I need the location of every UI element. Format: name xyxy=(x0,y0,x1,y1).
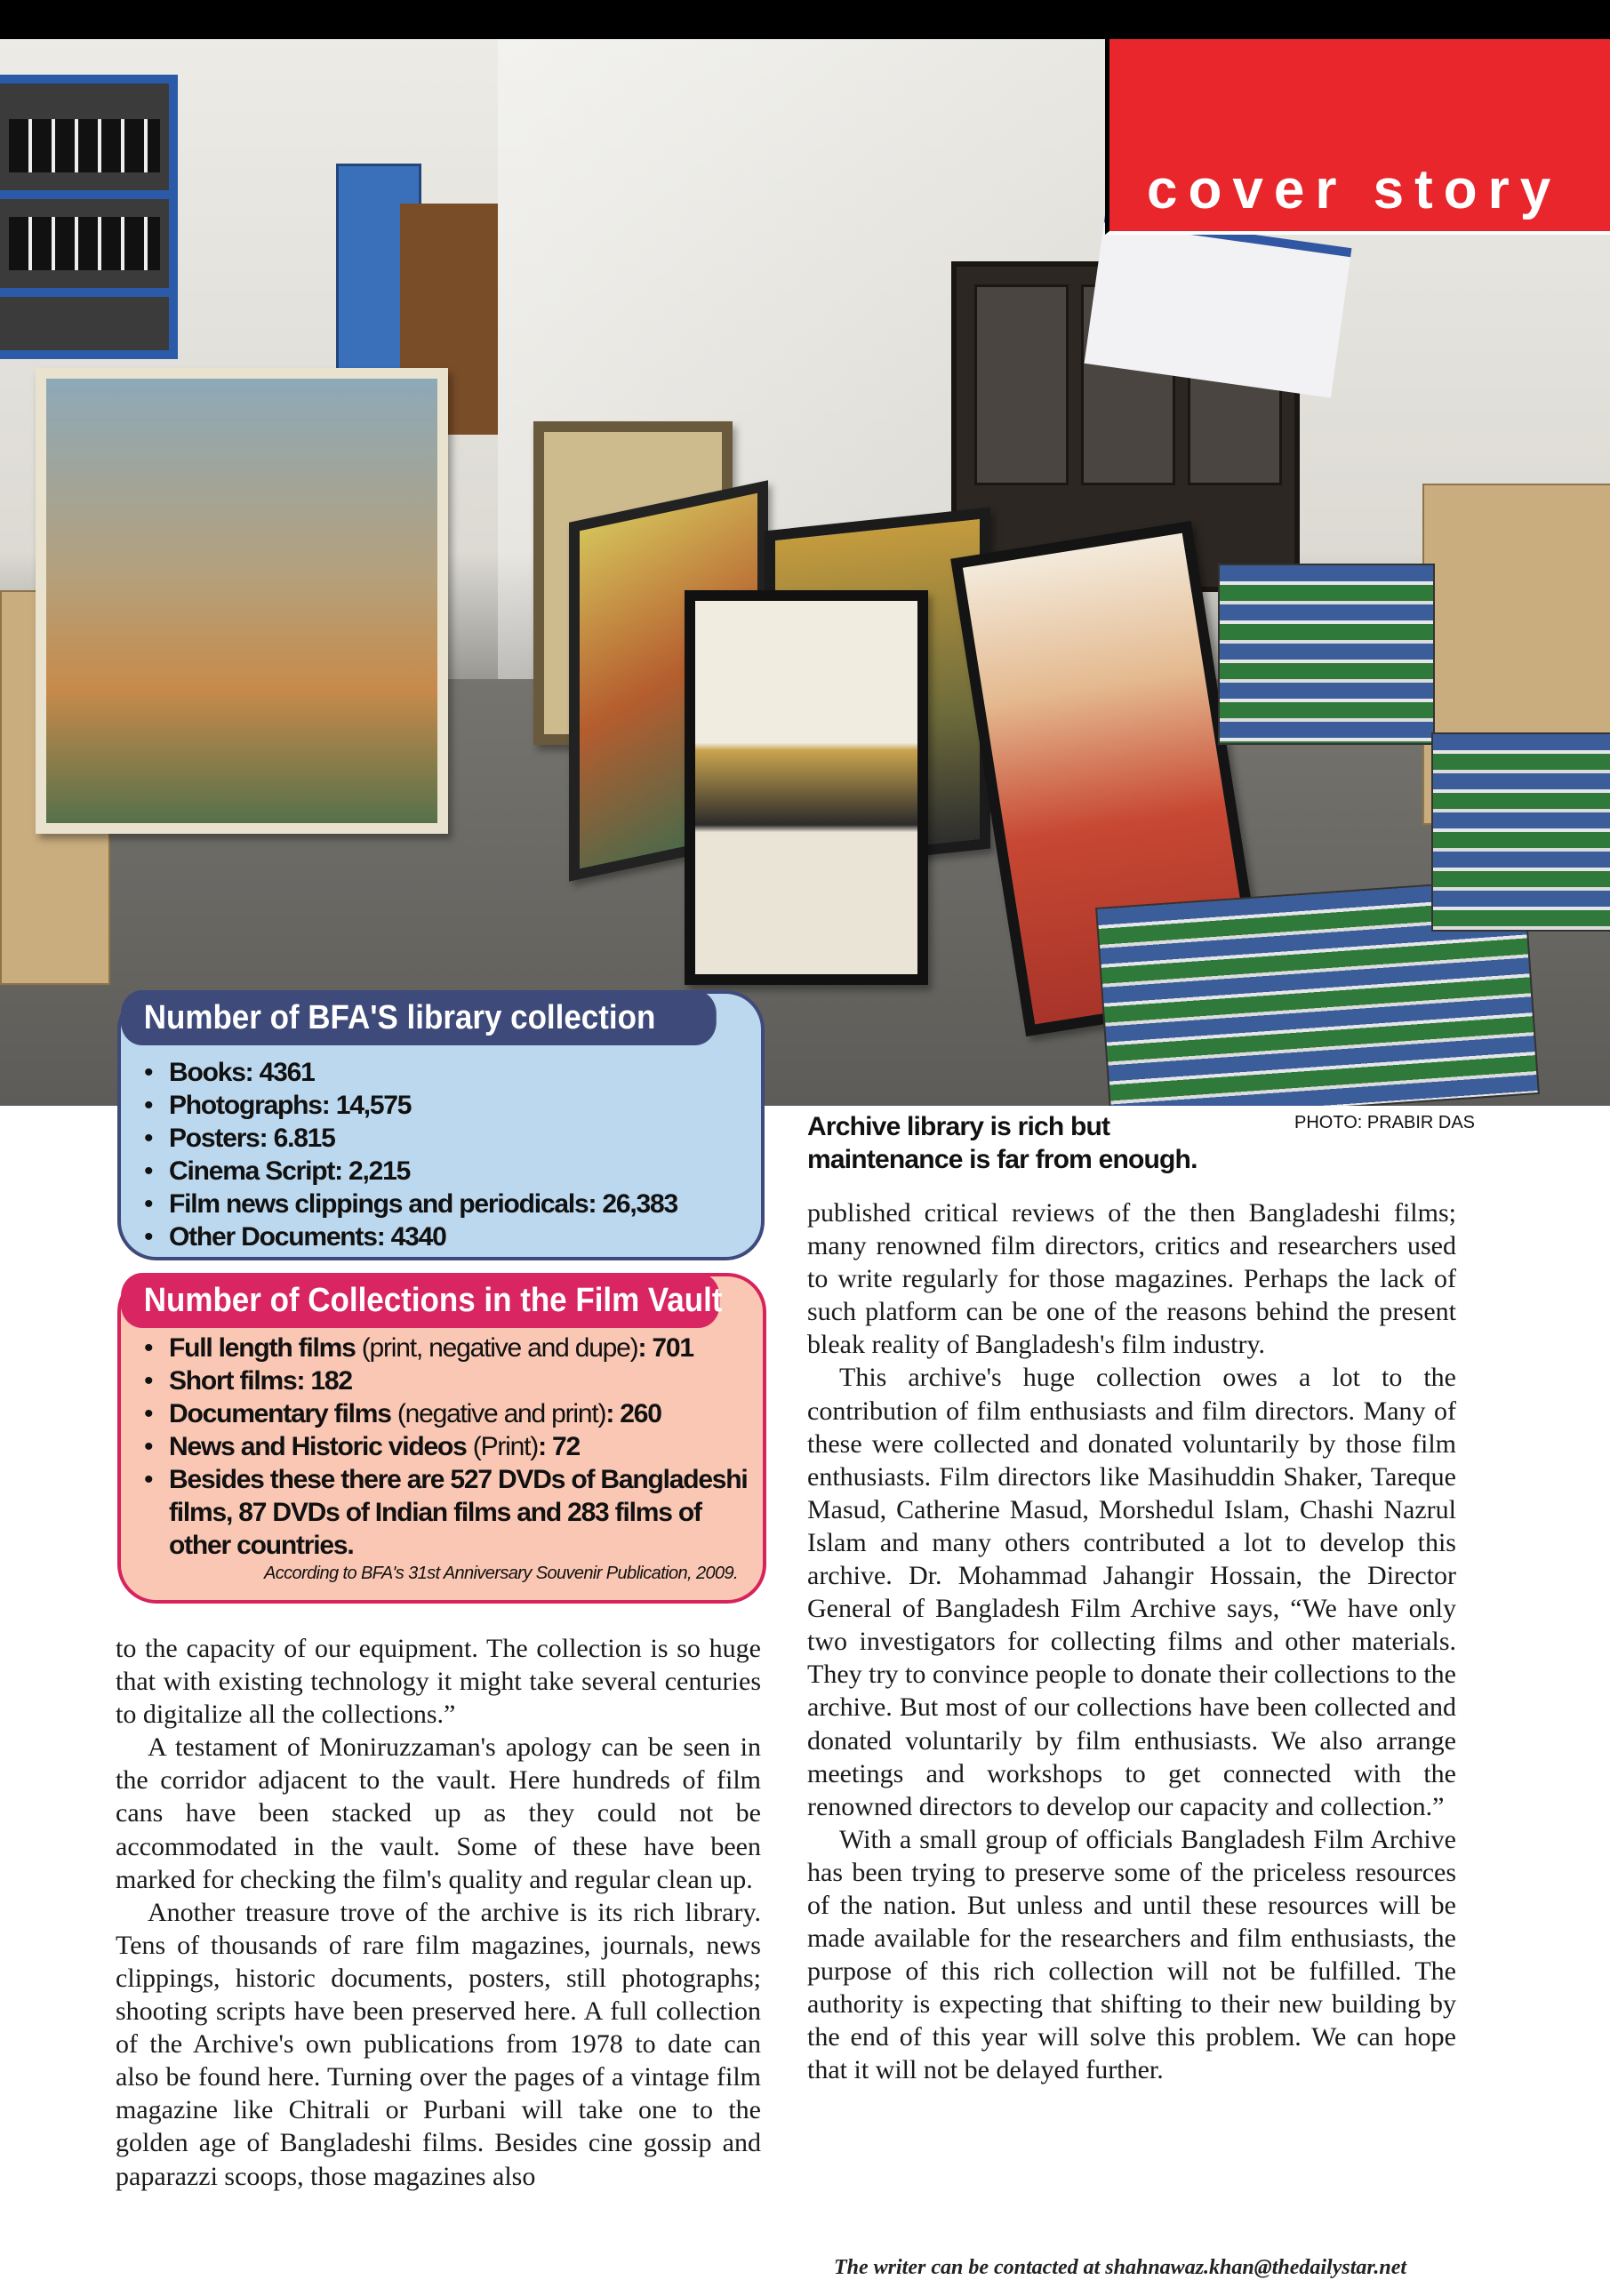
list-item: • Posters: 6.815 xyxy=(140,1122,745,1155)
body-column-left xyxy=(116,1632,761,2193)
list-item: • Besides these there are 527 DVDs of Bangladeshi films, 87 DVDs of Indian films and 283 films of other countries. xyxy=(140,1463,754,1562)
photo-poster-center xyxy=(685,590,928,985)
film-vault-box xyxy=(117,1273,766,1604)
photo-poster-left xyxy=(36,368,448,834)
photo-cabinet-glass xyxy=(974,284,1069,485)
body-paragraph: A testament of Moniruzzaman's apology can be seen in the corridor adjacent to the vault. Here hundreds of film cans have been stacked up as they could not be accommodated in the vault. Some of these have been marked for checking the film's quality and regular clean up. xyxy=(116,1732,761,1894)
photo-book-stack xyxy=(1431,732,1610,932)
list-item: • Cinema Script: 2,215 xyxy=(140,1155,745,1188)
top-black-bar xyxy=(0,0,1610,39)
vault-source-note: According to BFA's 31st Anniversary Souvenir Publication, 2009. xyxy=(264,1564,738,1583)
list-item: • Documentary films (negative and print): 260 xyxy=(140,1397,754,1430)
photo-book-stack xyxy=(1218,564,1435,745)
photo-shelf-row xyxy=(0,190,169,199)
vault-list xyxy=(140,1332,754,1562)
photo-binders xyxy=(9,217,160,270)
photo-caption: Archive library is rich but maintenance is far from enough. xyxy=(807,1112,1197,1174)
list-item: • News and Historic videos (Print): 72 xyxy=(140,1430,754,1463)
photo-shelf-row xyxy=(0,288,169,297)
library-collection-box xyxy=(117,990,765,1260)
section-label: cover story xyxy=(1147,159,1562,220)
body-paragraph: Another treasure trove of the archive is its rich library. Tens of thousands of rare film magazines, journals, news clippings, historic documents, posters, still photographs; shooting scripts have been preserved here. A full collection of the Archive's own publications from 1978 to date can also be found here. Turning over the pages of a vintage film magazine like Chitrali or Purbani will take one to the golden age of Bangladeshi films. Besides cine gossip and paparazzi scoops, those magazines also xyxy=(116,1897,761,2191)
body-paragraph: With a small group of officials Bangladesh Film Archive has been trying to preserve some of the priceless resources of the nation. But unless and until these resources will be made available for the researchers and film enthusiasts, the purpose of this rich collection will not be fulfilled. The authority is expecting that shifting to their new building by the end of this year will solve this problem. We can hope that it will not be delayed further. xyxy=(807,1824,1456,2085)
photo-binders xyxy=(9,119,160,172)
list-item: • Photographs: 14,575 xyxy=(140,1089,745,1122)
photo-credit: PHOTO: PRABIR DAS xyxy=(1294,1113,1476,1132)
list-item: • Full length films (print, negative and dupe): 701 xyxy=(140,1332,754,1364)
library-list xyxy=(140,1056,745,1253)
writer-contact: The writer can be contacted at shahnawaz.khan@thedailystar.net xyxy=(834,2256,1407,2279)
list-item: • Film news clippings and periodicals: 26,383 xyxy=(140,1188,745,1220)
library-box-title: Number of BFA'S library collection xyxy=(121,990,717,1045)
body-paragraph: This archive's huge collection owes a lot to the contribution of film enthusiasts and film directors. Many of these were collected and donated voluntarily by those film enthusiasts. Film directors like Masihuddin Shaker, Tareque Masud, Catherine Masud, Morshedul Islam, Chashi Nazrul Islam and many others contributed a lot to develop this archive. Dr. Mohammad Jahangir Hossain, the Director General of Bangladesh Film Archive says, “We have only two investigators for collecting films and other materials. They try to convince people to donate their collections to the archive. But most of our collections have been collected and donated voluntarily by film enthusiasts. We also arrange meetings and workshops to get connected with the renowned directors to develop our capacity and collection.” xyxy=(807,1363,1456,1821)
list-item: • Books: 4361 xyxy=(140,1056,745,1089)
body-paragraph: to the capacity of our equipment. The collection is so huge that with existing technology it might take several centuries to digitalize all the collections.” xyxy=(116,1634,761,1730)
photo-blue-shelf xyxy=(0,75,178,359)
list-item: • Short films: 182 xyxy=(140,1364,754,1397)
vault-box-title: Number of Collections in the Film Vault xyxy=(121,1273,719,1328)
body-paragraph: published critical reviews of the then Bangladeshi films; many renowned film directors, critics and researchers used to write regularly for those magazines. Perhaps the lack of such platform can be one of the reasons behind the present bleak reality of Bangladesh's film industry. xyxy=(807,1198,1456,1360)
list-item: • Other Documents: 4340 xyxy=(140,1220,745,1253)
body-column-right xyxy=(807,1196,1456,2087)
